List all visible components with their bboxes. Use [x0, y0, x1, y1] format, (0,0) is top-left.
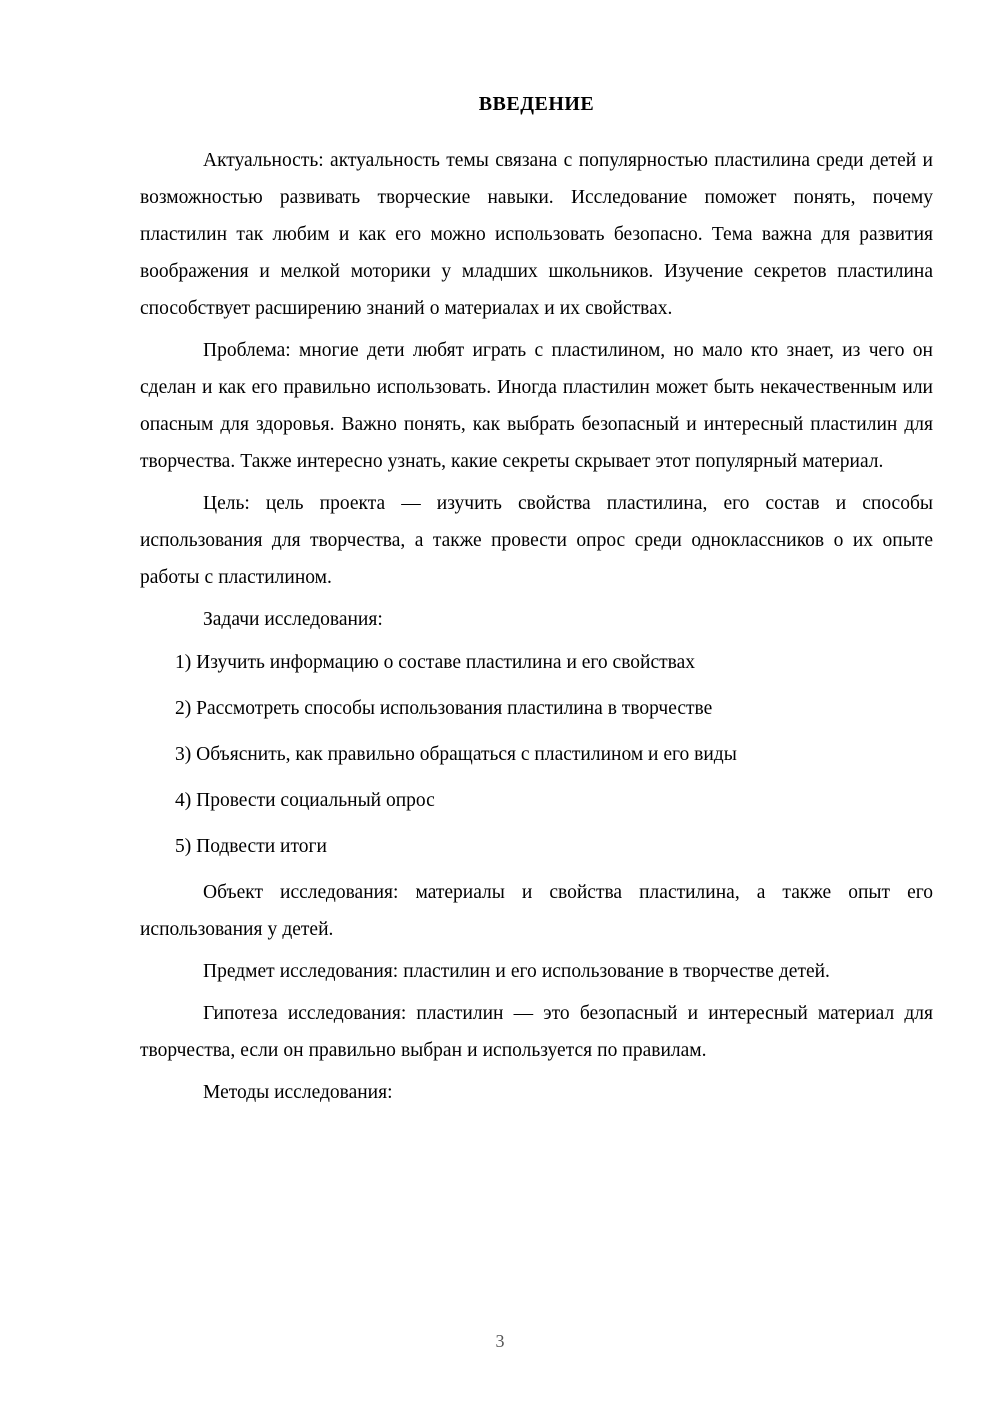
list-item: 2) Рассмотреть способы использования пластилина в творчестве — [175, 698, 713, 719]
list-item: 1) Изучить информацию о составе пластилина и его свойствах — [175, 652, 695, 673]
tasks-list — [140, 644, 933, 865]
page-number: 3 — [495, 1331, 505, 1351]
list-item: 5) Подвести итоги — [175, 836, 327, 857]
list-item: 3) Объяснить, как правильно обращаться с пластилином и его виды — [175, 744, 737, 765]
paragraph-hypothesis: Гипотеза исследования: пластилин — это безопасный и интересный материал для творчества, если он правильно выбран и используется по правилам. — [140, 1003, 933, 1061]
list-item: 4) Провести социальный опрос — [175, 790, 435, 811]
tasks-heading: Задачи исследования: — [203, 609, 383, 630]
paragraph-problem: Проблема: многие дети любят играть с пластилином, но мало кто знает, из чего он сделан и как его правильно использовать. Иногда пластилин может быть некачественным или опасным для здоровья. Важно понять, как выбрать безопасный и интересный пластилин для творчества. Также интересно узнать, какие секреты скрывает этот популярный материал. — [140, 340, 933, 472]
page-title: ВВЕДЕНИЕ — [478, 93, 595, 115]
paragraph-object: Объект исследования: материалы и свойства пластилина, а также опыт его использования у детей. — [140, 882, 933, 940]
paragraph-subject: Предмет исследования: пластилин и его использование в творчестве детей. — [203, 961, 830, 982]
paragraph-relevance: Актуальность: актуальность темы связана с популярностью пластилина среди детей и возможностью развивать творческие навыки. Исследование поможет понять, почему пластилин так любим и как его можно использовать безопасно. Тема важна для развития воображения и мелкой моторики у младших школьников. Изучение секретов пластилина способствует расширению знаний о материалах и их свойствах. — [140, 150, 933, 319]
methods-heading: Методы исследования: — [203, 1082, 393, 1103]
paragraph-goal: Цель: цель проекта — изучить свойства пластилина, его состав и способы использования для творчества, а также провести опрос среди одноклассников о их опыте работы с пластилином. — [140, 493, 933, 588]
document-body — [140, 92, 933, 1116]
